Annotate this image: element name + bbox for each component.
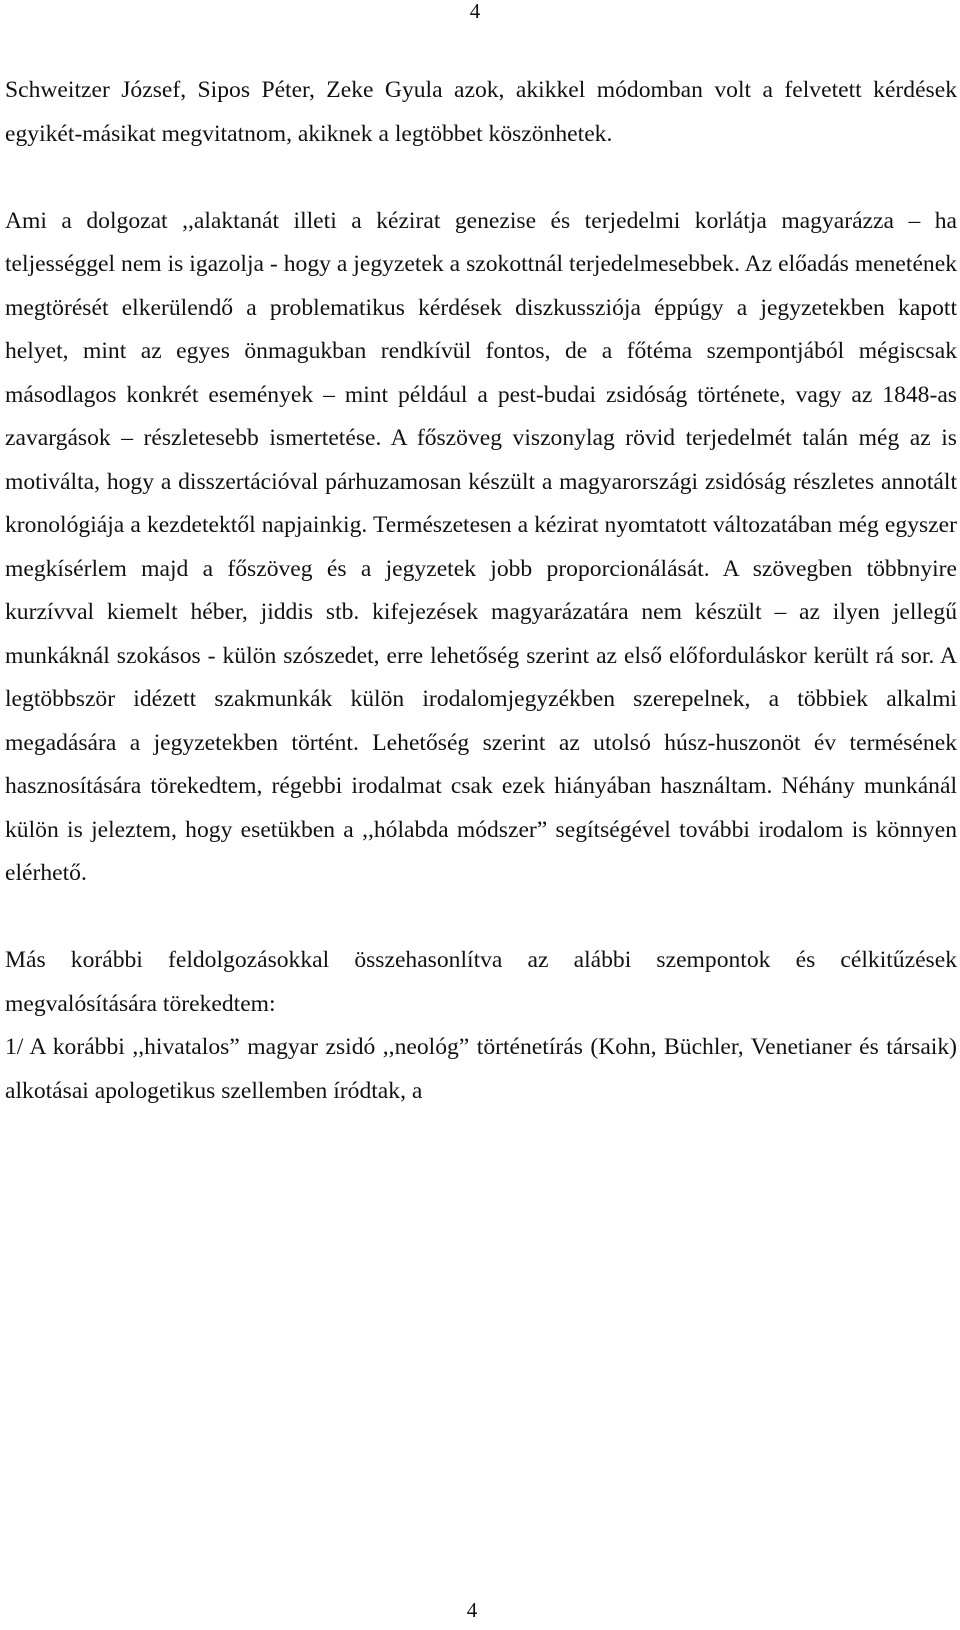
- paragraph-gap: [5, 896, 957, 940]
- paragraph-aim-1: 1/ A korábbi ,,hivatalos” magyar zsidó ,,neológ” történetírás (Kohn, Büchler, Venetianer és társaik) alkotásai apologetikus szellemben íródtak, a: [5, 1034, 957, 1104]
- paragraph-structure: Ami a dolgozat ,,alaktanát illeti a kézirat genezise és terjedelmi korlátja magyarázza – ha teljességgel nem is igazolja - hogy a jegyzetek a szokottnál terjedelmesebbek. Az előadás menetének megtörését elkerülendő a problematikus kérdések diszkussziója éppúgy a jegyzetekben kapott helyet, mint az egyes önmagukban rendkívül fontos, de a főtéma szempontjából mégiscsak másodlagos konkrét események – mint például a pest-budai zsidóság története, vagy az 1848-as zavargások – részletesebb ismertetése. A főszöveg viszonylag rövid terjedelmét talán még az is motiválta, hogy a disszertációval párhuzamosan készült a magyarországi zsidóság részletes annotált kronológiája a kezdetektől napjainkig. Természetesen a kézirat nyomtatott változatában még egyszer megkísérlem majd a főszöveg és a jegyzetek jobb proporcionálását. A szövegben többnyire kurzívval kiemelt héber, jiddis stb. kifejezések magyarázatára nem készült – az ilyen jellegű munkáknál szokásos - külön szószedet, erre lehetőség szerint az első előforduláskor került rá sor. A legtöbbször idézett szakmunkák külön irodalomjegyzékben szerepelnek, a többiek alkalmi megadására a jegyzetekben történt. Lehetőség szerint az utolsó húsz-huszonöt év termésének hasznosítására törekedtem, régebbi irodalmat csak ezek hiányában használtam. Néhány munkánál külön is jeleztem, hogy esetükben a ,,hólabda módszer” segítségével további irodalom is könnyen elérhető.: [5, 207, 957, 886]
- document-body: [5, 69, 957, 1113]
- page-number-bottom: 4: [466, 1598, 478, 1622]
- page-number-top: 4: [469, 0, 481, 23]
- paragraph-acknowledgements: Schweitzer József, Sipos Péter, Zeke Gyula azok, akikkel módomban volt a felvetett kérdések egyikét-másikat megvitatnom, akiknek a legtöbbet köszönhetek.: [5, 77, 957, 147]
- paragraph-gap: [5, 156, 957, 200]
- paragraph-aims-intro: Más korábbi feldolgozásokkal összehasonlítva az alábbi szempontok és célkitűzések megvalósítására törekedtem:: [5, 947, 957, 1017]
